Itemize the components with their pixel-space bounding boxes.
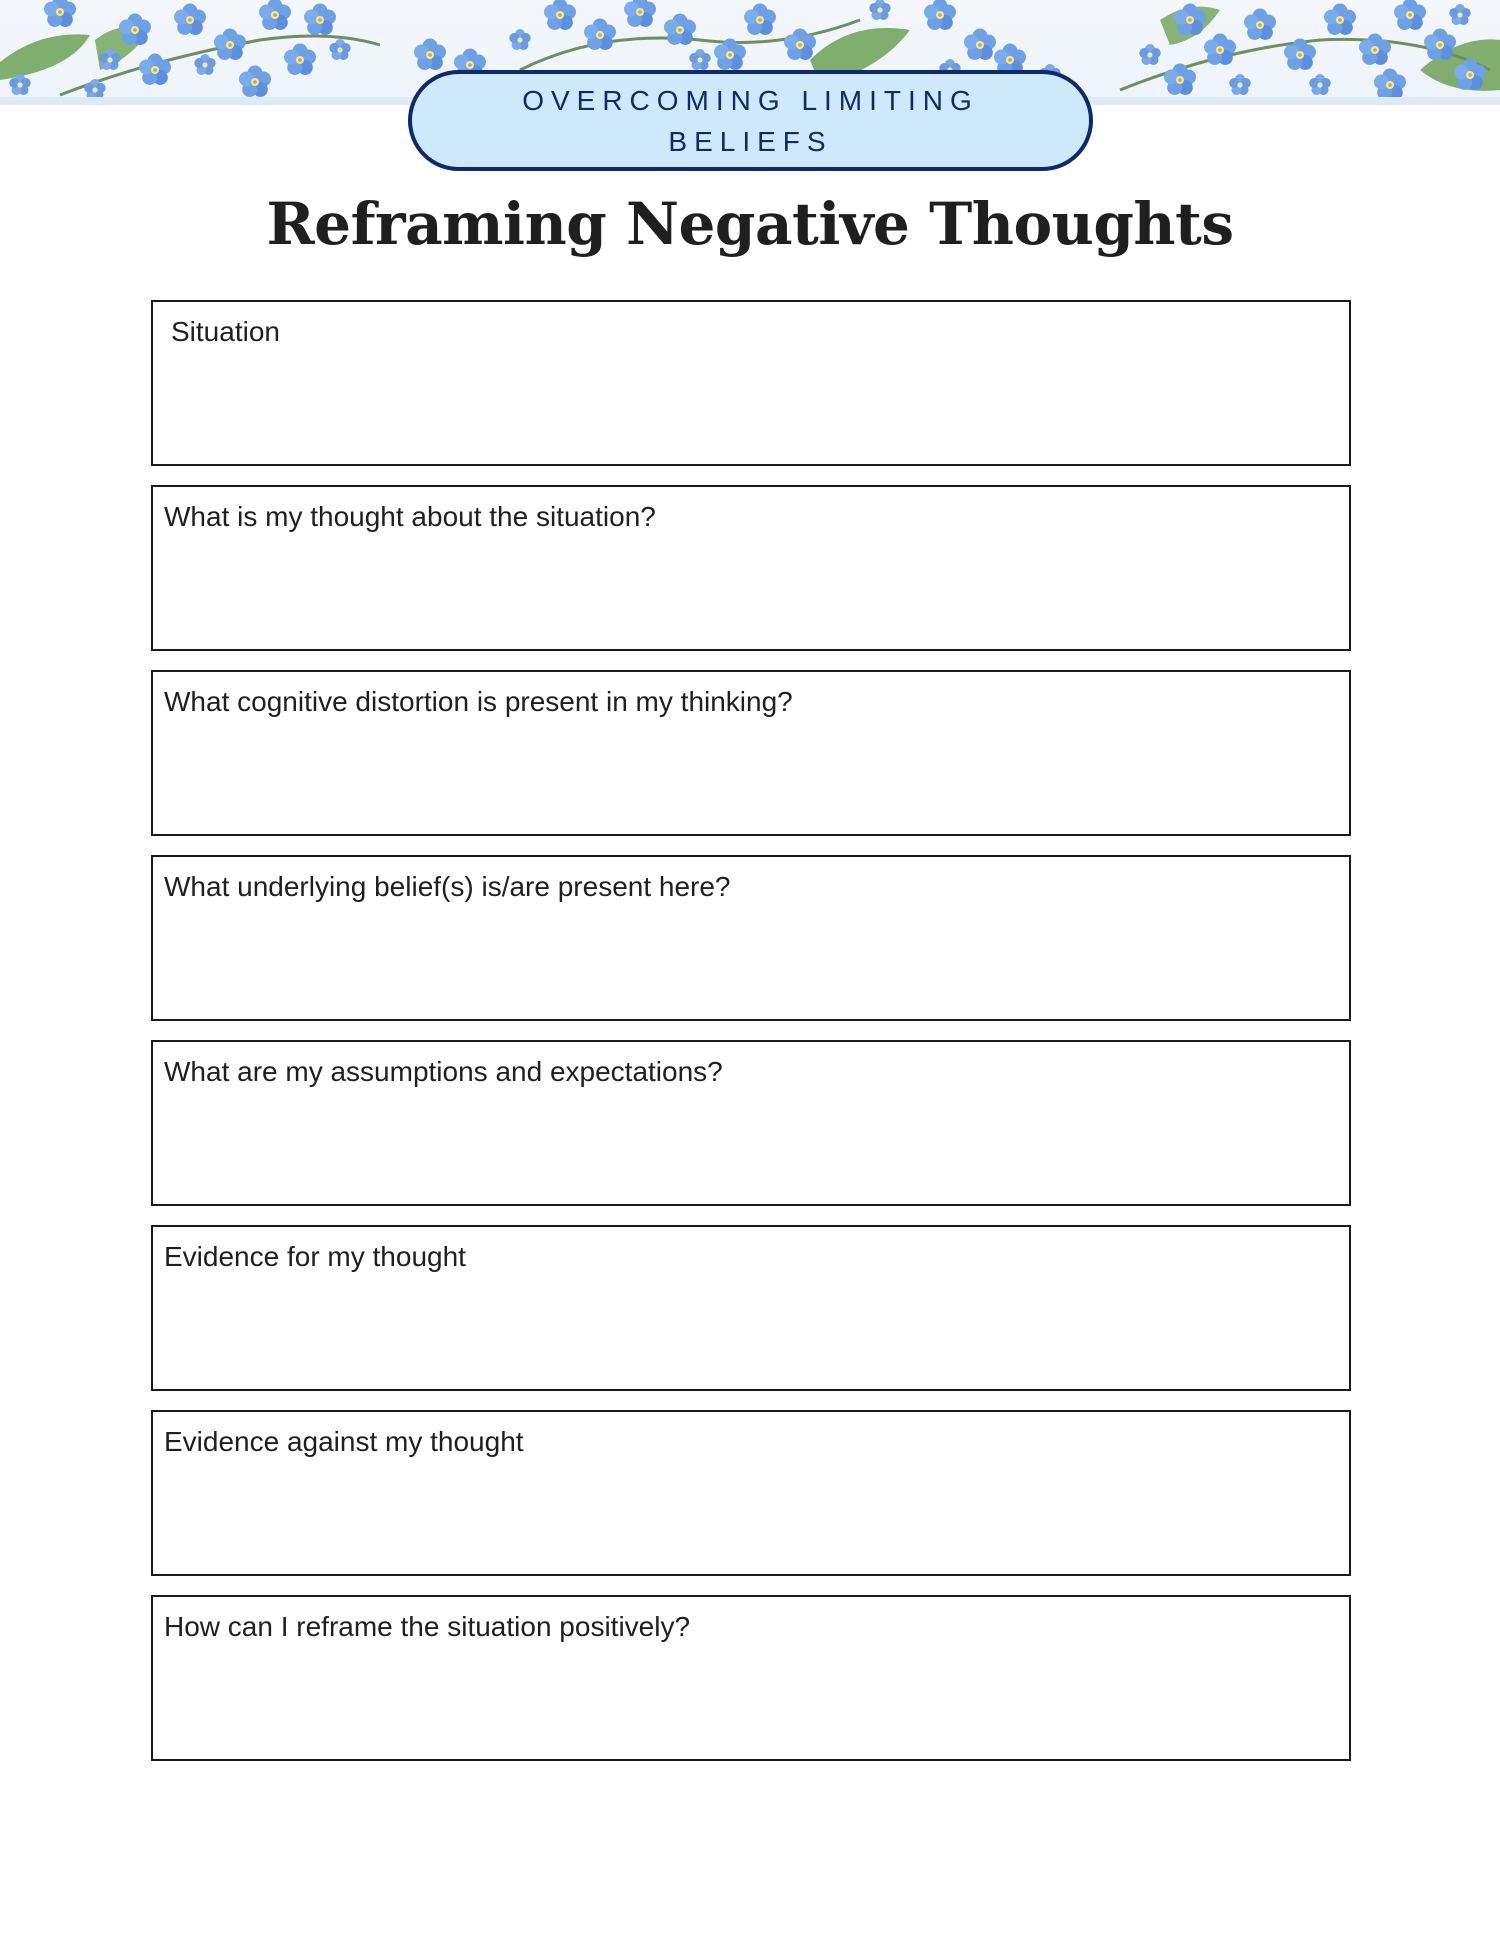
field-label: What cognitive distortion is present in my thinking? [164,686,793,717]
field-label: How can I reframe the situation positively? [164,1611,691,1642]
field-label: Evidence for my thought [164,1241,466,1272]
reframe-field[interactable] [151,1595,1351,1761]
evidence-against-field[interactable] [151,1410,1351,1576]
topic-banner-text: OVERCOMING LIMITING BELIEFS [522,84,979,157]
field-label: Situation [171,316,280,347]
thought-field[interactable] [151,485,1351,651]
topic-banner [408,70,1093,171]
page-title: Reframing Negative Thoughts [266,190,1234,258]
field-label: What underlying belief(s) is/are present here? [164,871,731,902]
assumptions-field[interactable] [151,1040,1351,1206]
field-label: What is my thought about the situation? [164,501,656,532]
field-label: What are my assumptions and expectations? [164,1056,723,1087]
underlying-belief-field[interactable] [151,855,1351,1021]
cognitive-distortion-field[interactable] [151,670,1351,836]
field-label: Evidence against my thought [164,1426,524,1457]
evidence-for-field[interactable] [151,1225,1351,1391]
situation-field[interactable] [151,300,1351,466]
worksheet-fields [151,300,1351,1780]
